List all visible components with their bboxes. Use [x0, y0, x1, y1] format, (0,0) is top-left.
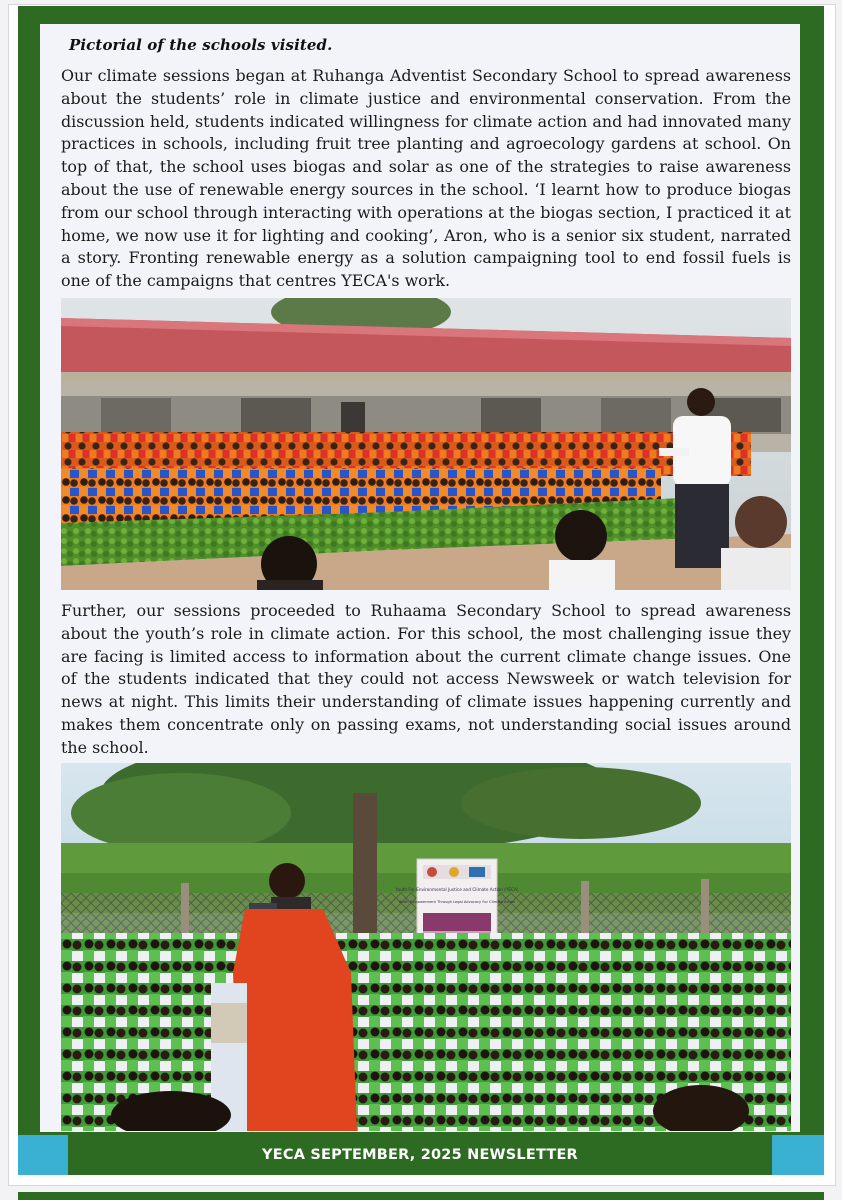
- banner-title: Youth For Environmental Justice and Climate Action (YECA): [395, 887, 519, 892]
- section-heading: Pictorial of the schools visited.: [69, 36, 333, 54]
- paragraph-ruhaama: Further, our sessions proceeded to Ruhaama Secondary School to spread awareness about the youth’s role in climate action. For this school, the most challenging issue they are facing is limited access to information about the current climate change issues. One of the students indicated that they could not access Newsweek or watch television for news at night. This limits their understanding of climate issues happening currently and makes them concentrate only on passing exams, not understanding social issues around the school.: [61, 601, 791, 757]
- photo-ruhaama-session: [61, 763, 791, 1131]
- paragraph-ruhanga: Our climate sessions began at Ruhanga Adventist Secondary School to spread awareness about the students’ role in climate justice and environmental conservation. From the discussion held, students indicated willingness for climate action and had innovated many practices in schools, including fruit tree planting and agroecology gardens at school. On top of that, the school uses biogas and solar as one of the strategies to raise awareness about the use of renewable energy sources in the school. ‘I learnt how to produce biogas from our school through interacting with operations at the biogas section, I practiced it at home, we now use it for lighting and cooking’, Aron, who is a senior six student, narrated a story. Fronting renewable energy as a solution campaigning tool to end fossil fuels is one of the campaigns that centres YECA's work.: [61, 66, 791, 291]
- footer-banner: [68, 1135, 772, 1175]
- banner-subtitle: Youth Empowerment Through Legal Advocacy For Climate Action: [398, 900, 516, 904]
- next-page-edge: [18, 1192, 824, 1200]
- photo-ruhanga-illustration: [61, 298, 791, 590]
- newsletter-footer-title: YECA SEPTEMBER, 2025 NEWSLETTER: [262, 1147, 578, 1163]
- photo-ruhanga-session: [61, 298, 791, 590]
- photo-ruhaama-illustration: [61, 763, 791, 1131]
